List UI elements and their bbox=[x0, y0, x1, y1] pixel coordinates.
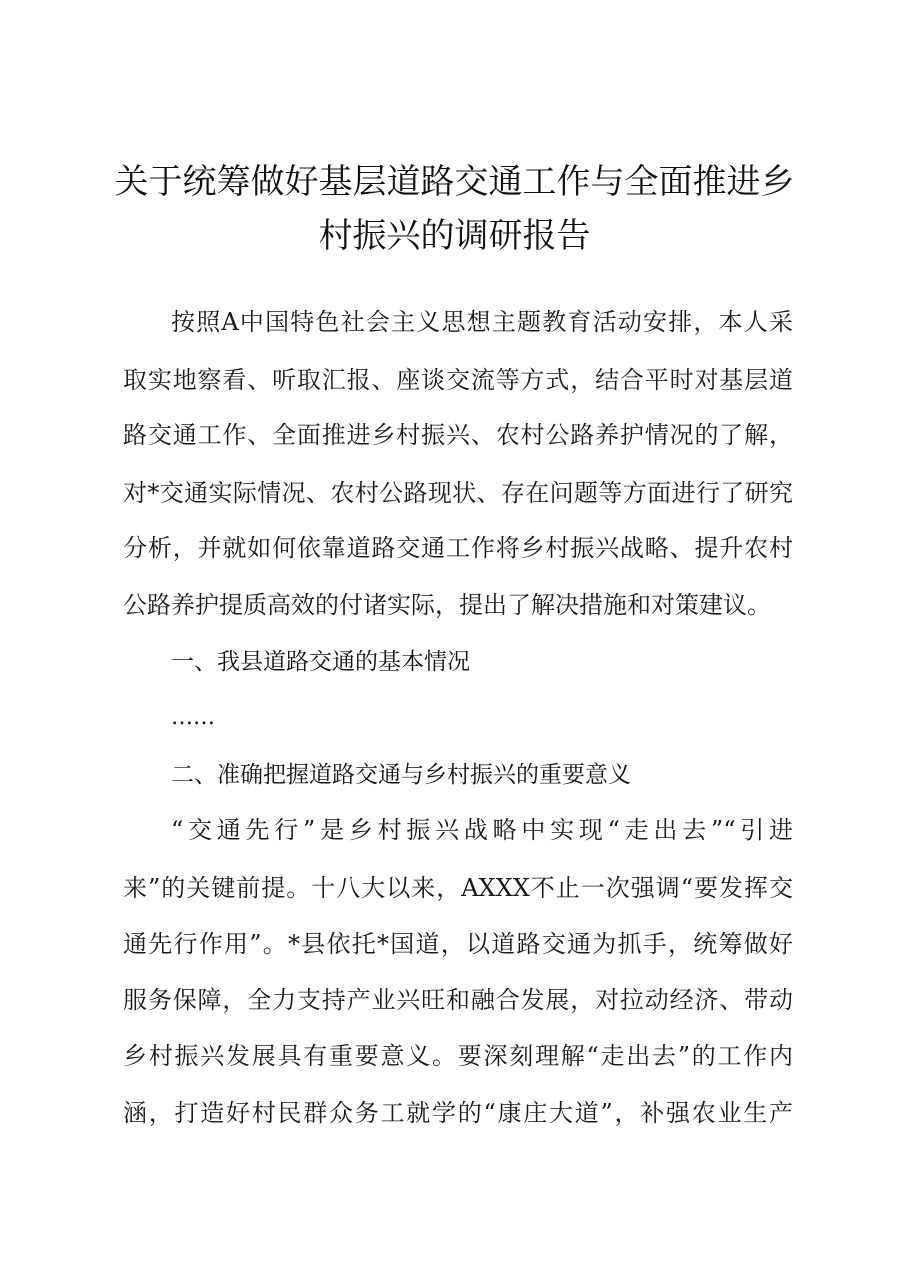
section-2-line: 通先行作用”。*县依托*国道，以道路交通为抓手，统筹做好 bbox=[123, 930, 793, 958]
section-1-heading: 一、我县道路交通的基本情况 bbox=[171, 649, 470, 675]
intro-line: 按照A中国特色社会主义思想主题教育活动安排，本人采 bbox=[171, 308, 793, 336]
section-2-line: “交通先行”是乡村振兴战略中实现“走出去”“引进 bbox=[171, 816, 793, 844]
section-2-line: 服务保障，全力支持产业兴旺和融合发展，对拉动经济、带动 bbox=[123, 986, 793, 1014]
intro-line: 公路养护提质高效的付诸实际，提出了解决措施和对策建议。 bbox=[123, 591, 771, 619]
section-2-line: 乡村振兴发展具有重要意义。要深刻理解“走出去”的工作内 bbox=[123, 1042, 793, 1070]
intro-line: 对*交通实际情况、农村公路现状、存在问题等方面进行了研究 bbox=[123, 479, 793, 507]
document-title-line-1: 关于统筹做好基层道路交通工作与全面推进乡 bbox=[114, 162, 795, 202]
section-2-line: 涵，打造好村民群众务工就学的“康庄大道”，补强农业生产 bbox=[123, 1099, 793, 1127]
intro-line: 分析，并就如何依靠道路交通工作将乡村振兴战略、提升农村 bbox=[123, 534, 793, 562]
section-2-heading: 二、准确把握道路交通与乡村振兴的重要意义 bbox=[171, 762, 631, 788]
section-2-line: 来”的关键前提。十八大以来，AXXX不止一次强调“要发挥交 bbox=[123, 874, 793, 902]
section-1-ellipsis: …… bbox=[171, 705, 215, 730]
intro-line: 取实地察看、听取汇报、座谈交流等方式，结合平时对基层道 bbox=[123, 366, 793, 394]
document-title-line-2: 村振兴的调研报告 bbox=[318, 216, 591, 256]
intro-line: 路交通工作、全面推进乡村振兴、农村公路养护情况的了解， bbox=[123, 421, 793, 449]
